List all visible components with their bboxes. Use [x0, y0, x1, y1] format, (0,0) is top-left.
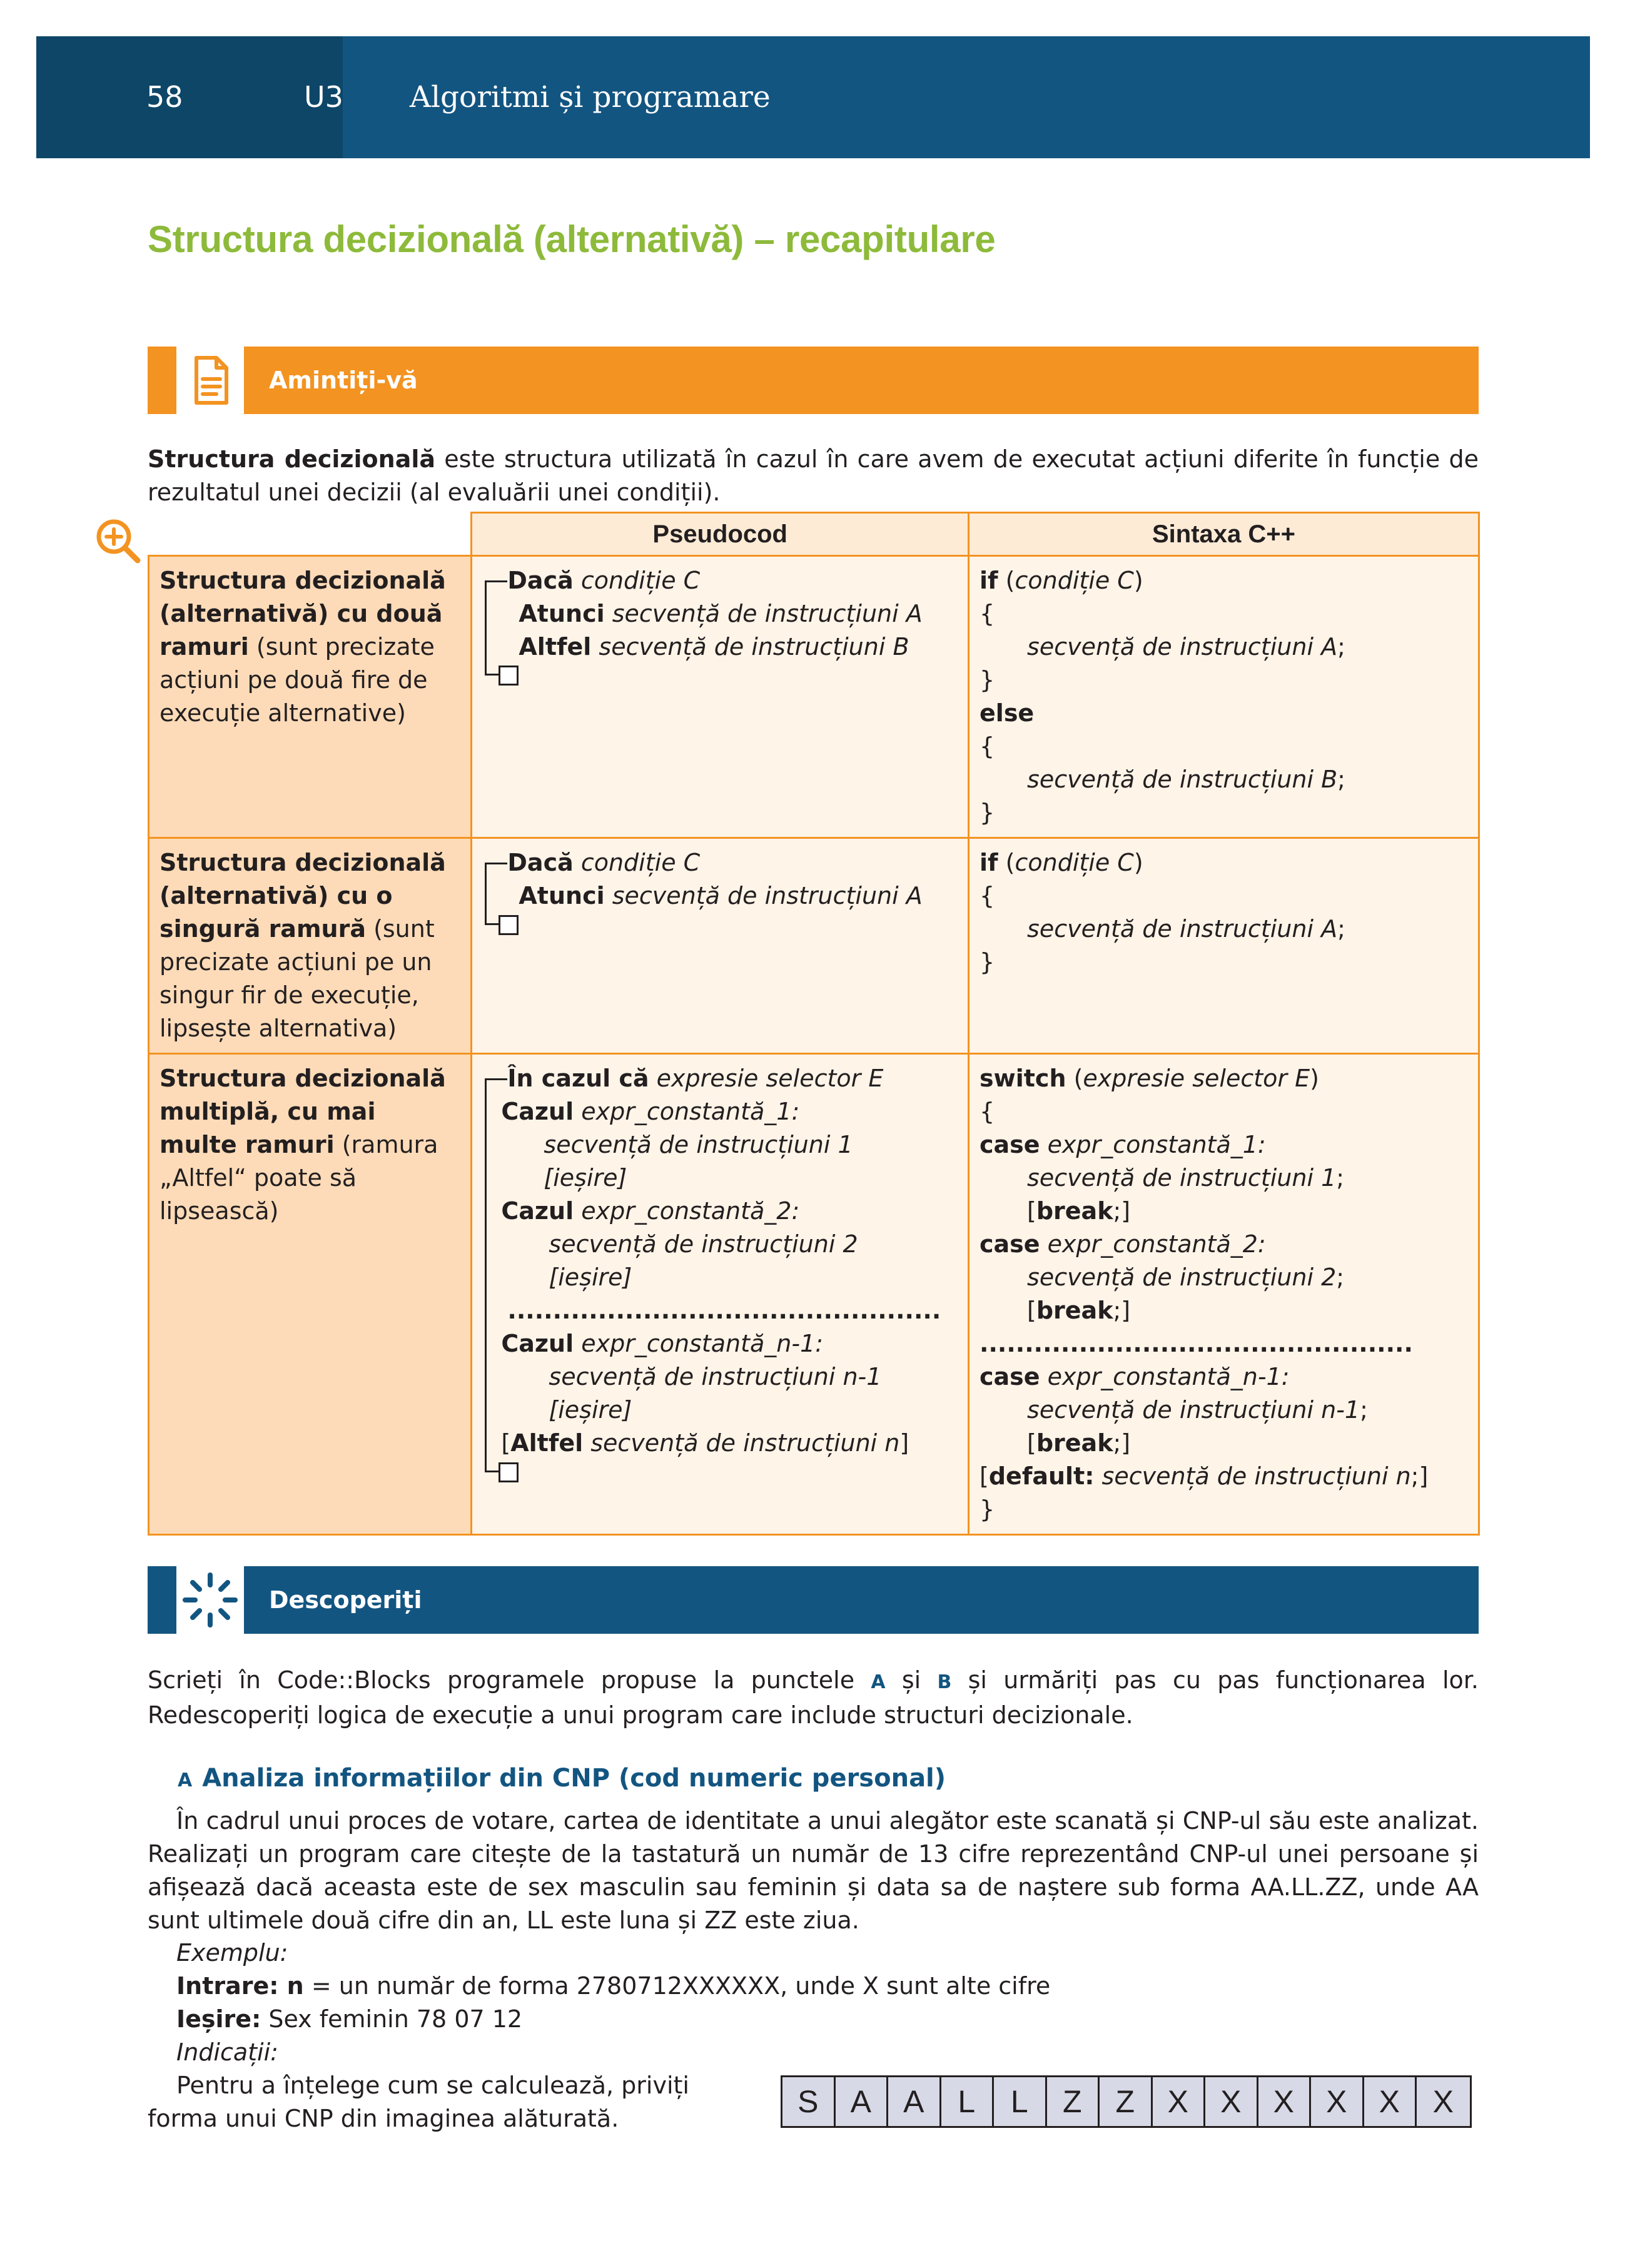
cpp-cell: switch (expresie selector E) { case expr_constantă_1: secvență de instrucțiuni 1; [break;] case expr_constantă_2: secvență de instrucțiuni 2; [break;] ................................................ case expr_constantă_n-1: secvență de instrucțiuni n-1; [break;] [default: secvență de instrucțiuni n;] } — [969, 1054, 1479, 1535]
cnp-description: În cadrul unui proces de votare, cartea de identitate a unui alegător este scanată și CNP-ul său este analizat. Realizați un program care citește de la tastatură un număr de 13 cifre reprezentând CNP-ul unei persoane și afișează dacă aceasta este de sex masculin sau feminin și data sa de naștere sub forma AA.LL.ZZ, unde AA sunt ultimele două cifre din an, LL este luna și ZZ este ziua. — [148, 1807, 1479, 1934]
cnp-box: L — [994, 2077, 1047, 2126]
cpp-cell: if (condiție C) { secvență de instrucțiuni A; } — [969, 838, 1479, 1054]
page-number: 58 — [146, 80, 183, 114]
cnp-box: Z — [1047, 2077, 1100, 2126]
section-remember-label: Amintiți-vă — [269, 367, 418, 394]
document-icon — [176, 347, 244, 414]
decision-structures-table — [148, 512, 1480, 1536]
section-discover-label: Descoperiți — [269, 1586, 422, 1614]
end-marker — [499, 915, 519, 935]
pseudocode-cell: Dacă condiție C Atunci secvență de instrucțiuni A Altfel secvență de instrucțiuni B — [472, 556, 969, 838]
point-a-ref: A — [871, 1671, 886, 1693]
cnp-box: X — [1311, 2077, 1364, 2126]
header-cpp-syntax: Sintaxa C++ — [969, 513, 1479, 556]
page-header — [36, 36, 1590, 158]
page-title: Structura decizională (alternativă) – recapitulare — [148, 218, 996, 260]
burst-icon — [176, 1566, 244, 1634]
cnp-box: X — [1153, 2077, 1206, 2126]
cnp-box: A — [888, 2077, 941, 2126]
table-row — [149, 1054, 1479, 1535]
pseudocode-cell: Dacă condiție C Atunci secvență de instrucțiuni A — [472, 838, 969, 1054]
pseudocode-cell: În cazul că expresie selector E Cazul expr_constantă_1: secvență de instrucțiuni 1 [ieșire] Cazul expr_constantă_2: secvență de instrucțiuni 2 [ieșire] ................................................ Cazul expr_constantă_n-1: secvență de instrucțiuni n-1 [ieșire] [Altfel secvență de instrucțiuni n] — [472, 1054, 969, 1535]
end-marker — [499, 1462, 519, 1482]
unit-label: U3 — [304, 80, 343, 114]
cnp-box: Z — [1100, 2077, 1153, 2126]
cnp-box: X — [1364, 2077, 1417, 2126]
cnp-format-boxes — [781, 2075, 1472, 2128]
cnp-box: L — [941, 2077, 995, 2126]
row-label: Structura decizională multiplă, cu mai multe ramuri (ramura „Altfel“ poate să lipsească) — [149, 1054, 472, 1535]
row-label: Structura decizională (alternativă) cu două ramuri (sunt precizate acțiuni pe două fire de execuție alternative) — [149, 556, 472, 838]
section-remember — [148, 347, 1479, 414]
zoom-in-icon[interactable] — [93, 515, 143, 565]
table-row — [149, 838, 1479, 1054]
cnp-box: X — [1258, 2077, 1312, 2126]
chapter-title: Algoritmi și programare — [410, 80, 771, 114]
row-label: Structura decizională (alternativă) cu o singură ramură (sunt precizate acțiuni pe un singur fir de execuție, lipsește alternativa) — [149, 838, 472, 1054]
page-number-block — [36, 36, 343, 158]
point-b-ref: B — [937, 1671, 952, 1693]
cnp-box: X — [1417, 2077, 1470, 2126]
intro-paragraph — [148, 443, 1479, 509]
header-pseudocode: Pseudocod — [472, 513, 969, 556]
discover-paragraph: Scrieți în Code::Blocks programele propuse la punctele A și B și urmăriți pas cu pas funcționarea lor. Redescoperiți logica de execuție a unui program care include structuri decizionale. — [148, 1666, 1479, 1729]
cnp-box: S — [782, 2077, 836, 2126]
cnp-box: A — [836, 2077, 889, 2126]
example-block: Exemplu: Intrare: n = un număr de forma 2780712XXXXXX, unde X sunt alte cifre Ieșire: Sex feminin 78 07 12 Indicații: — [176, 1939, 1051, 2066]
intro-term: Structura decizională — [148, 445, 436, 473]
intro-text: este structura utilizată în cazul în care avem de executat acțiuni diferite în funcție de rezultatul unei decizii (al evaluării unei condiții). — [148, 445, 1479, 506]
cnp-box: X — [1205, 2077, 1258, 2126]
section-discover — [148, 1566, 1479, 1634]
end-marker — [499, 666, 519, 686]
subsection-a-heading: A Analiza informațiilor din CNP (cod numeric personal) — [178, 1764, 946, 1793]
table-row — [149, 556, 1479, 838]
hints-text: Pentru a înțelege cum se calculează, priviți forma unui CNP din imaginea alăturată. — [148, 2072, 689, 2132]
cpp-cell: if (condiție C) { secvență de instrucțiuni A; } else { secvență de instrucțiuni B; } — [969, 556, 1479, 838]
